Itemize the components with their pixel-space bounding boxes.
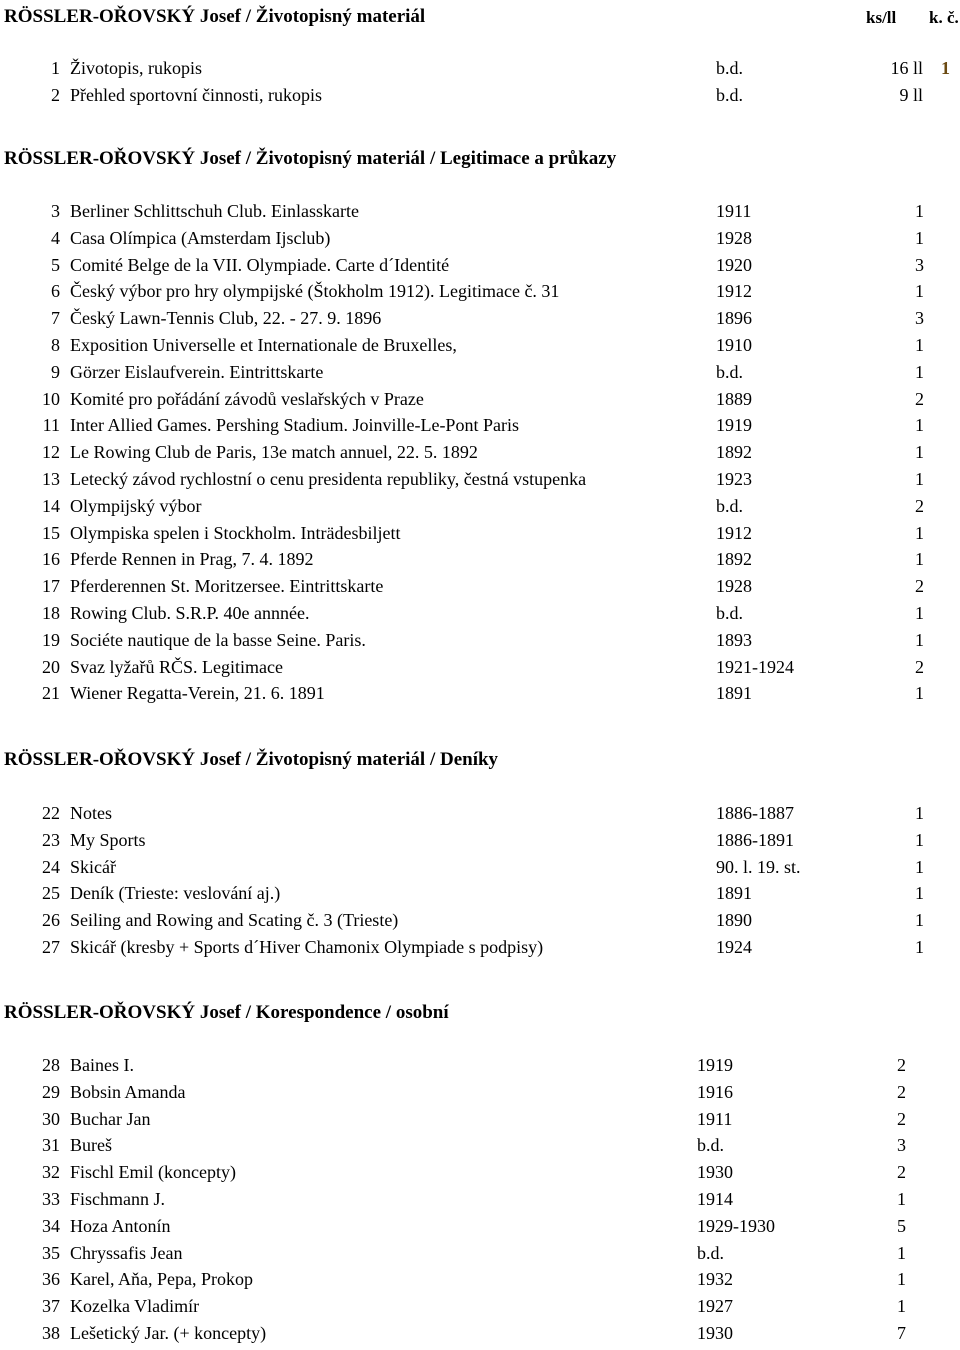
- item-number: 34: [42, 1215, 60, 1236]
- item-count: 2: [915, 656, 924, 677]
- item-count: 2: [897, 1081, 906, 1102]
- item-count: 1: [915, 629, 924, 650]
- item-number: 1: [51, 58, 60, 78]
- item-date: 1912: [716, 522, 752, 543]
- item-description: Chryssafis Jean: [70, 1242, 183, 1263]
- item-number: 4: [51, 227, 60, 248]
- item-date: 1919: [697, 1055, 733, 1075]
- item-count: 1: [915, 227, 924, 248]
- list-item: [0, 1108, 960, 1134]
- item-count: 2: [897, 1162, 906, 1183]
- item-number: 9: [51, 361, 60, 382]
- item-description: Karel, Aňa, Pepa, Prokop: [70, 1269, 253, 1290]
- item-description: Bureš: [70, 1135, 112, 1156]
- item-date: 1929-1930: [697, 1215, 775, 1236]
- item-date: 1930: [697, 1323, 733, 1343]
- list-item: [0, 227, 960, 253]
- item-number: 28: [42, 1055, 60, 1075]
- item-number: 21: [42, 683, 60, 704]
- item-count: 1: [915, 522, 924, 543]
- list-item: [0, 1268, 960, 1294]
- item-description: Inter Allied Games. Pershing Stadium. Joinville-Le-Pont Paris: [70, 415, 519, 436]
- item-date: 1930: [697, 1162, 733, 1183]
- list-item: [0, 361, 960, 387]
- item-number: 27: [42, 937, 60, 957]
- item-count: 1: [915, 442, 924, 463]
- item-date: 90. l. 19. st.: [716, 856, 801, 877]
- item-date: b.d.: [716, 85, 743, 105]
- item-number: 12: [42, 442, 60, 463]
- item-count: 1: [897, 1189, 906, 1209]
- item-count: 1: [915, 361, 924, 382]
- item-description: Skicář (kresby + Sports d´Hiver Chamonix Olympiade s podpisy): [70, 937, 544, 957]
- list-item: [0, 1161, 960, 1187]
- item-number: 31: [42, 1135, 60, 1156]
- column-header-ks: ks/ll: [866, 8, 897, 27]
- list-item: [0, 84, 960, 110]
- box-number: 1: [941, 58, 950, 78]
- item-count: 9 ll: [899, 85, 923, 105]
- item-description: Pferderennen St. Moritzersee. Eintrittskarte: [70, 576, 384, 597]
- item-number: 32: [42, 1162, 60, 1183]
- list-item: [0, 200, 960, 226]
- item-date: 1893: [716, 629, 752, 650]
- section-heading-deniky: RÖSSLER-OŘOVSKÝ Josef / Životopisný materiál / Deníky: [4, 749, 499, 770]
- item-date: 1891: [716, 883, 752, 904]
- item-description: Český výbor pro hry olympijské (Štokholm 1912). Legitimace č. 31: [70, 281, 560, 302]
- item-date: 1927: [697, 1296, 733, 1317]
- item-date: 1923: [716, 469, 752, 489]
- item-description: Rowing Club. S.R.P. 40e annnée.: [70, 603, 310, 623]
- list-item: [0, 936, 960, 962]
- item-date: b.d.: [716, 361, 743, 382]
- item-date: 1892: [716, 549, 752, 570]
- section-heading-legitimace: RÖSSLER-OŘOVSKÝ Josef / Životopisný materiál / Legitimace a průkazy: [4, 148, 617, 169]
- item-description: Comité Belge de la VII. Olympiade. Carte d´Identité: [70, 254, 450, 275]
- list-item: [0, 414, 960, 440]
- list-item: [0, 909, 960, 935]
- item-date: 1910: [716, 335, 752, 355]
- item-number: 24: [42, 856, 60, 877]
- item-number: 3: [51, 201, 60, 221]
- list-item: [0, 1188, 960, 1214]
- item-description: Görzer Eislaufverein. Eintrittskarte: [70, 361, 324, 382]
- item-description: Olympijský výbor: [70, 495, 202, 516]
- item-count: 1: [915, 829, 924, 850]
- item-description: Sociéte nautique de la basse Seine. Paris.: [70, 629, 366, 650]
- list-item: [0, 1081, 960, 1107]
- list-item: [0, 495, 960, 521]
- item-description: Fischmann J.: [70, 1189, 166, 1209]
- item-number: 20: [42, 656, 60, 677]
- item-number: 2: [51, 85, 60, 105]
- item-date: 1892: [716, 442, 752, 463]
- item-number: 29: [42, 1081, 60, 1102]
- item-number: 33: [42, 1189, 60, 1209]
- document-header: [0, 4, 960, 30]
- item-count: 1: [915, 910, 924, 931]
- item-count: 3: [915, 254, 924, 275]
- item-description: Berliner Schlittschuh Club. Einlasskarte: [70, 201, 359, 221]
- item-count: 1: [915, 549, 924, 570]
- item-date: 1924: [716, 937, 752, 957]
- item-number: 14: [42, 495, 60, 516]
- item-count: 3: [915, 308, 924, 329]
- list-item: [0, 57, 960, 83]
- item-date: 1928: [716, 227, 752, 248]
- item-count: 2: [897, 1055, 906, 1075]
- list-item: [0, 1322, 960, 1348]
- item-count: 1: [915, 335, 924, 355]
- item-date: 1886-1887: [716, 803, 794, 823]
- item-count: 1: [915, 883, 924, 904]
- list-item: [0, 522, 960, 548]
- list-item: [0, 682, 960, 708]
- list-item: [0, 1215, 960, 1241]
- list-item: [0, 829, 960, 855]
- item-date: 1912: [716, 281, 752, 302]
- item-number: 35: [42, 1242, 60, 1263]
- list-item: [0, 602, 960, 628]
- item-number: 17: [42, 576, 60, 597]
- item-count: 7: [897, 1323, 906, 1343]
- item-number: 11: [42, 415, 60, 436]
- list-item: [0, 254, 960, 280]
- item-date: 1890: [716, 910, 752, 931]
- item-date: 1920: [716, 254, 752, 275]
- item-number: 38: [42, 1323, 60, 1343]
- item-number: 30: [42, 1108, 60, 1129]
- list-item: [0, 468, 960, 494]
- item-number: 10: [42, 388, 60, 409]
- item-description: Baines I.: [70, 1055, 134, 1075]
- item-count: 16 ll: [890, 58, 923, 78]
- item-description: Skicář: [70, 856, 116, 877]
- item-date: b.d.: [716, 495, 743, 516]
- list-item: [0, 1242, 960, 1268]
- item-description: Lešetický Jar. (+ koncepty): [70, 1323, 267, 1343]
- section-heading-korespondence: RÖSSLER-OŘOVSKÝ Josef / Korespondence / osobní: [4, 1002, 449, 1023]
- list-item: [0, 1295, 960, 1321]
- item-count: 1: [915, 281, 924, 302]
- item-description: Olympiska spelen i Stockholm. Inträdesbiljett: [70, 522, 401, 543]
- item-description: Casa Olímpica (Amsterdam Ijsclub): [70, 227, 331, 248]
- item-date: 1911: [716, 201, 752, 221]
- item-count: 1: [897, 1269, 906, 1290]
- item-date: b.d.: [697, 1242, 724, 1263]
- item-description: Kozelka Vladimír: [70, 1296, 200, 1317]
- list-item: [0, 280, 960, 306]
- item-description: Letecký závod rychlostní o cenu presidenta republiky, čestná vstupenka: [70, 469, 587, 489]
- item-number: 5: [51, 254, 60, 275]
- item-description: Notes: [70, 803, 112, 823]
- item-count: 1: [915, 603, 924, 623]
- item-description: Hoza Antonín: [70, 1215, 171, 1236]
- list-item: [0, 388, 960, 414]
- list-item: [0, 1054, 960, 1080]
- list-item: [0, 307, 960, 333]
- item-date: b.d.: [716, 58, 743, 78]
- item-number: 8: [51, 335, 60, 355]
- column-header-kc: k. č.: [929, 8, 959, 27]
- item-description: Komité pro pořádání závodů veslařských v Praze: [70, 388, 424, 409]
- item-date: b.d.: [697, 1135, 724, 1156]
- list-item: [0, 548, 960, 574]
- item-count: 1: [897, 1242, 906, 1263]
- item-date: 1921-1924: [716, 656, 794, 677]
- item-number: 7: [51, 308, 60, 329]
- item-number: 23: [42, 829, 60, 850]
- item-date: 1911: [697, 1108, 733, 1129]
- item-description: My Sports: [70, 829, 146, 850]
- item-count: 1: [915, 803, 924, 823]
- page-title: RÖSSLER-OŘOVSKÝ Josef / Životopisný materiál: [4, 6, 426, 27]
- item-description: Přehled sportovní činnosti, rukopis: [70, 85, 322, 105]
- item-description: Wiener Regatta-Verein, 21. 6. 1891: [70, 683, 325, 704]
- item-description: Exposition Universelle et Internationale de Bruxelles,: [70, 335, 457, 355]
- item-number: 22: [42, 803, 60, 823]
- item-number: 25: [42, 883, 60, 904]
- item-description: Svaz lyžařů RČS. Legitimace: [70, 656, 283, 677]
- item-description: Bobsin Amanda: [70, 1081, 186, 1102]
- item-count: 1: [915, 683, 924, 704]
- item-number: 18: [42, 603, 60, 623]
- item-count: 2: [897, 1108, 906, 1129]
- item-description: Deník (Trieste: veslování aj.): [70, 883, 281, 904]
- item-count: 1: [915, 856, 924, 877]
- item-date: 1889: [716, 388, 752, 409]
- item-count: 1: [915, 937, 924, 957]
- item-description: Buchar Jan: [70, 1108, 151, 1129]
- item-count: 1: [915, 415, 924, 436]
- item-number: 15: [42, 522, 60, 543]
- item-number: 19: [42, 629, 60, 650]
- list-item: [0, 1134, 960, 1160]
- item-description: Seiling and Rowing and Scating č. 3 (Trieste): [70, 910, 399, 931]
- item-description: Fischl Emil (koncepty): [70, 1162, 236, 1183]
- item-date: 1928: [716, 576, 752, 597]
- item-number: 26: [42, 910, 60, 931]
- item-count: 1: [897, 1296, 906, 1317]
- item-date: 1891: [716, 683, 752, 704]
- list-item: [0, 856, 960, 882]
- list-item: [0, 575, 960, 601]
- item-description: Le Rowing Club de Paris, 13e match annuel, 22. 5. 1892: [70, 442, 478, 463]
- item-date: 1896: [716, 308, 752, 329]
- list-item: [0, 656, 960, 682]
- item-number: 6: [51, 281, 60, 302]
- list-item: [0, 802, 960, 828]
- item-count: 1: [915, 201, 924, 221]
- item-date: b.d.: [716, 603, 743, 623]
- list-item: [0, 334, 960, 360]
- list-item: [0, 441, 960, 467]
- item-number: 36: [42, 1269, 60, 1290]
- item-date: 1886-1891: [716, 829, 794, 850]
- item-date: 1914: [697, 1189, 733, 1209]
- list-item: [0, 629, 960, 655]
- item-description: Životopis, rukopis: [70, 58, 203, 78]
- item-count: 2: [915, 495, 924, 516]
- item-number: 37: [42, 1296, 60, 1317]
- item-count: 5: [897, 1215, 906, 1236]
- item-number: 13: [42, 469, 60, 489]
- item-date: 1916: [697, 1081, 733, 1102]
- item-description: Český Lawn-Tennis Club, 22. - 27. 9. 1896: [70, 308, 382, 329]
- item-description: Pferde Rennen in Prag, 7. 4. 1892: [70, 549, 314, 570]
- item-count: 1: [915, 469, 924, 489]
- item-number: 16: [42, 549, 60, 570]
- item-count: 3: [897, 1135, 906, 1156]
- item-date: 1919: [716, 415, 752, 436]
- item-date: 1932: [697, 1269, 733, 1290]
- list-item: [0, 882, 960, 908]
- item-count: 2: [915, 388, 924, 409]
- item-count: 2: [915, 576, 924, 597]
